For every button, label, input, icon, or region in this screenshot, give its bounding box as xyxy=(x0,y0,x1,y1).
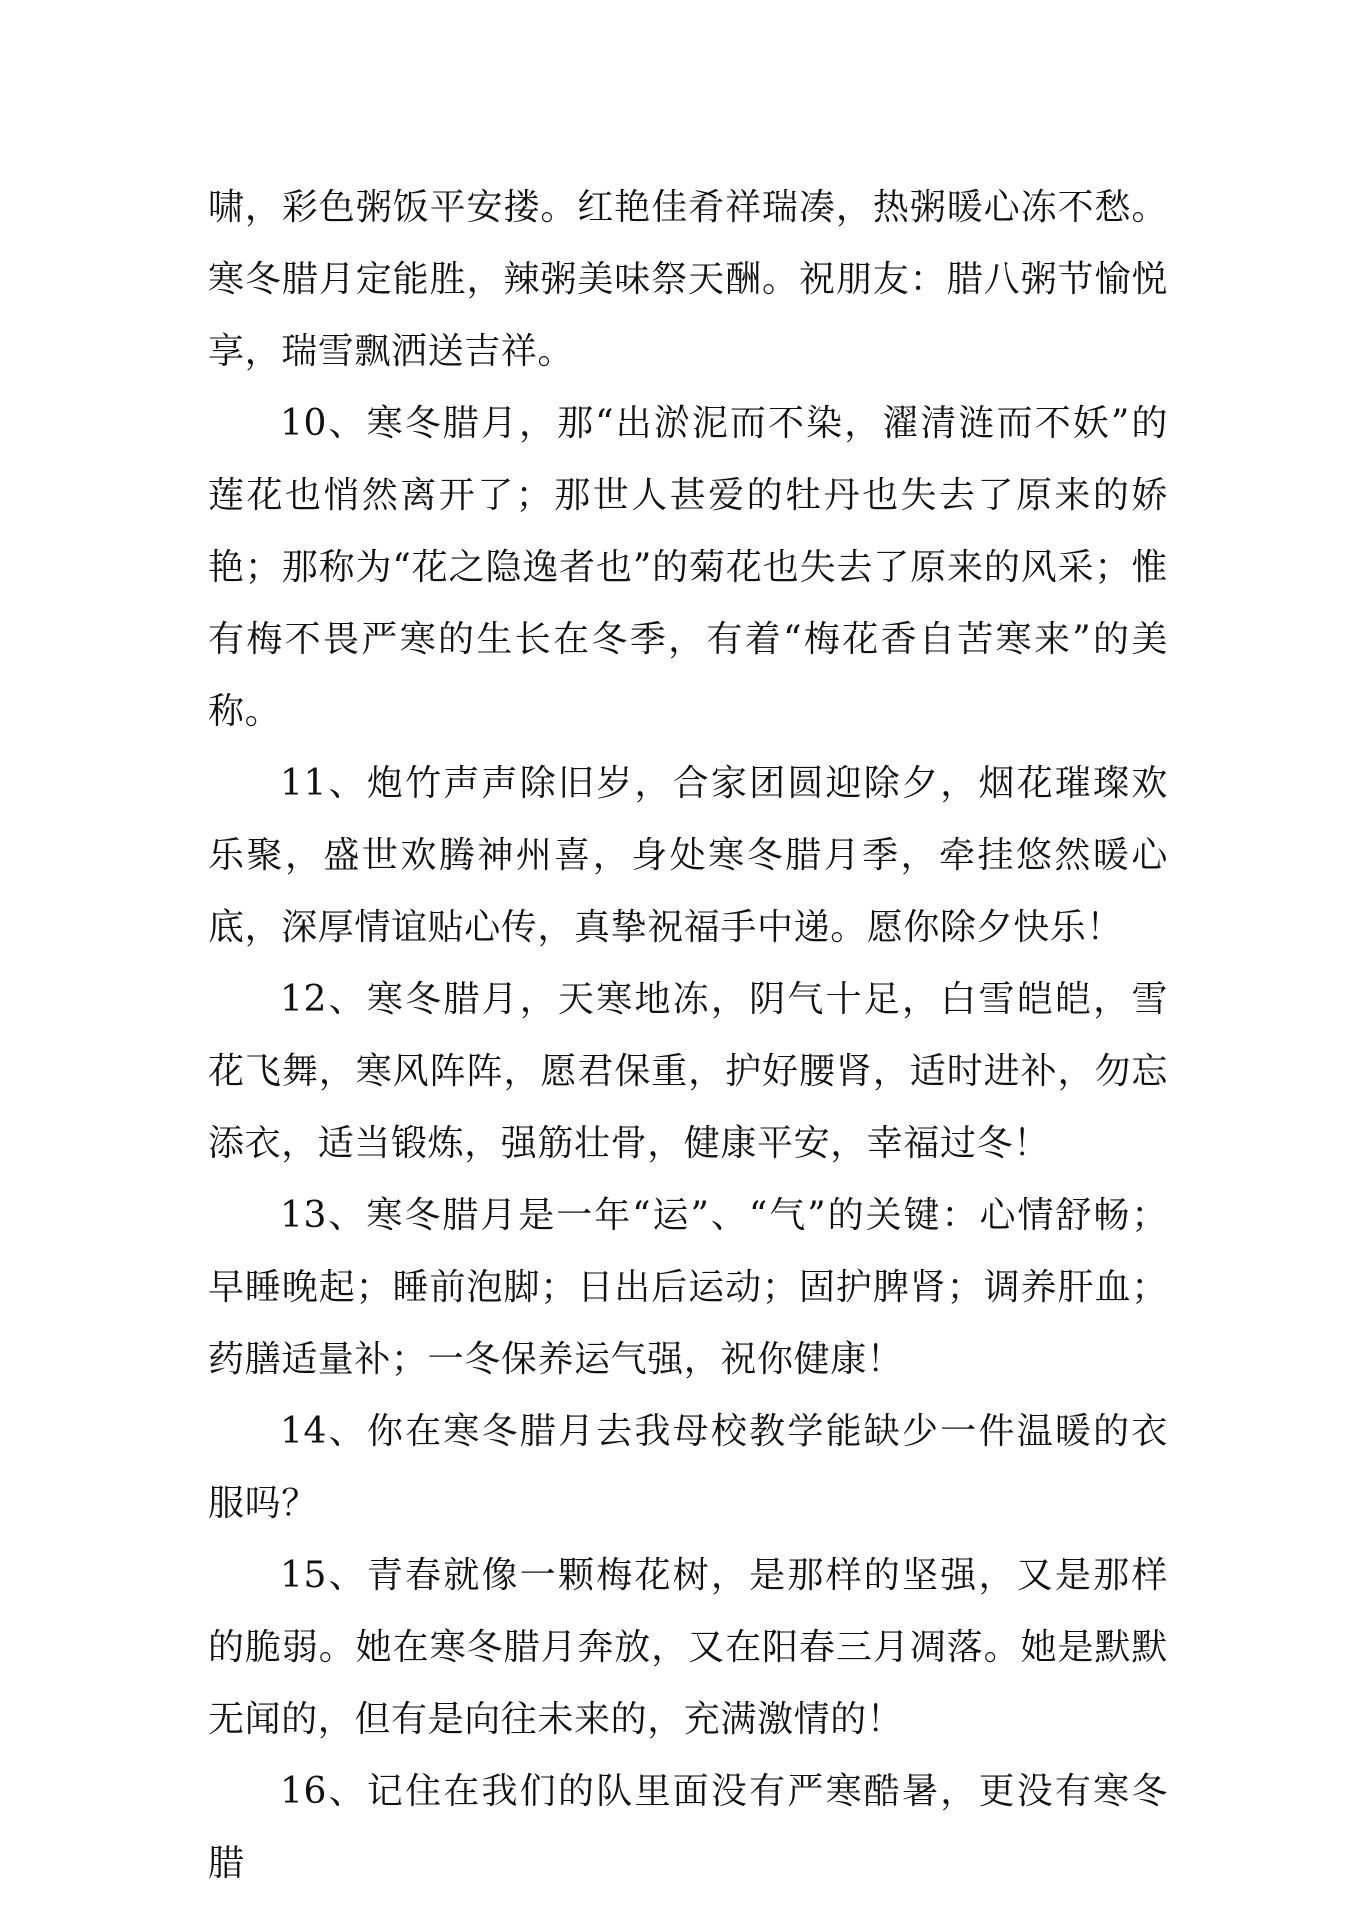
paragraph-10: 10、寒冬腊月，那“出淤泥而不染，濯清涟而不妖”的莲花也悄然离开了；那世人甚爱的牡丹也失去了原来的娇艳；那称为“花之隐逸者也”的菊花也失去了原来的风采；惟有梅不畏严寒的生长在冬季，有着“梅花香自苦寒来”的美称。 xyxy=(208,403,1168,732)
paragraph-9-continued: 啸，彩色粥饭平安搂。红艳佳肴祥瑞凑，热粥暖心冻不愁。寒冬腊月定能胜，辣粥美味祭天酬。祝朋友：腊八粥节愉悦享，瑞雪飘洒送吉祥。 xyxy=(208,187,1168,372)
paragraph-13: 13、寒冬腊月是一年“运”、“气”的关键：心情舒畅；早睡晚起；睡前泡脚；日出后运动；固护脾肾；调养肝血；药膳适量补；一冬保养运气强，祝你健康！ xyxy=(208,1195,1168,1380)
paragraph-11: 11、炮竹声声除旧岁，合家团圆迎除夕，烟花璀璨欢乐聚，盛世欢腾神州喜，身处寒冬腊月季，牵挂悠然暖心底，深厚情谊贴心传，真挚祝福手中递。愿你除夕快乐！ xyxy=(208,763,1168,948)
paragraph-14: 14、你在寒冬腊月去我母校教学能缺少一件温暖的衣服吗？ xyxy=(208,1411,1168,1524)
paragraph-16: 16、记住在我们的队里面没有严寒酷暑，更没有寒冬腊 xyxy=(208,1771,1168,1884)
paragraph-12: 12、寒冬腊月，天寒地冻，阴气十足，白雪皑皑，雪花飞舞，寒风阵阵，愿君保重，护好腰肾，适时进补，勿忘添衣，适当锻炼，强筋壮骨，健康平安，幸福过冬！ xyxy=(208,979,1168,1164)
paragraph-15: 15、青春就像一颗梅花树，是那样的坚强，又是那样的脆弱。她在寒冬腊月奔放，又在阳春三月凋落。她是默默无闻的，但有是向往未来的，充满激情的！ xyxy=(208,1555,1168,1740)
body-text xyxy=(208,172,1168,1900)
